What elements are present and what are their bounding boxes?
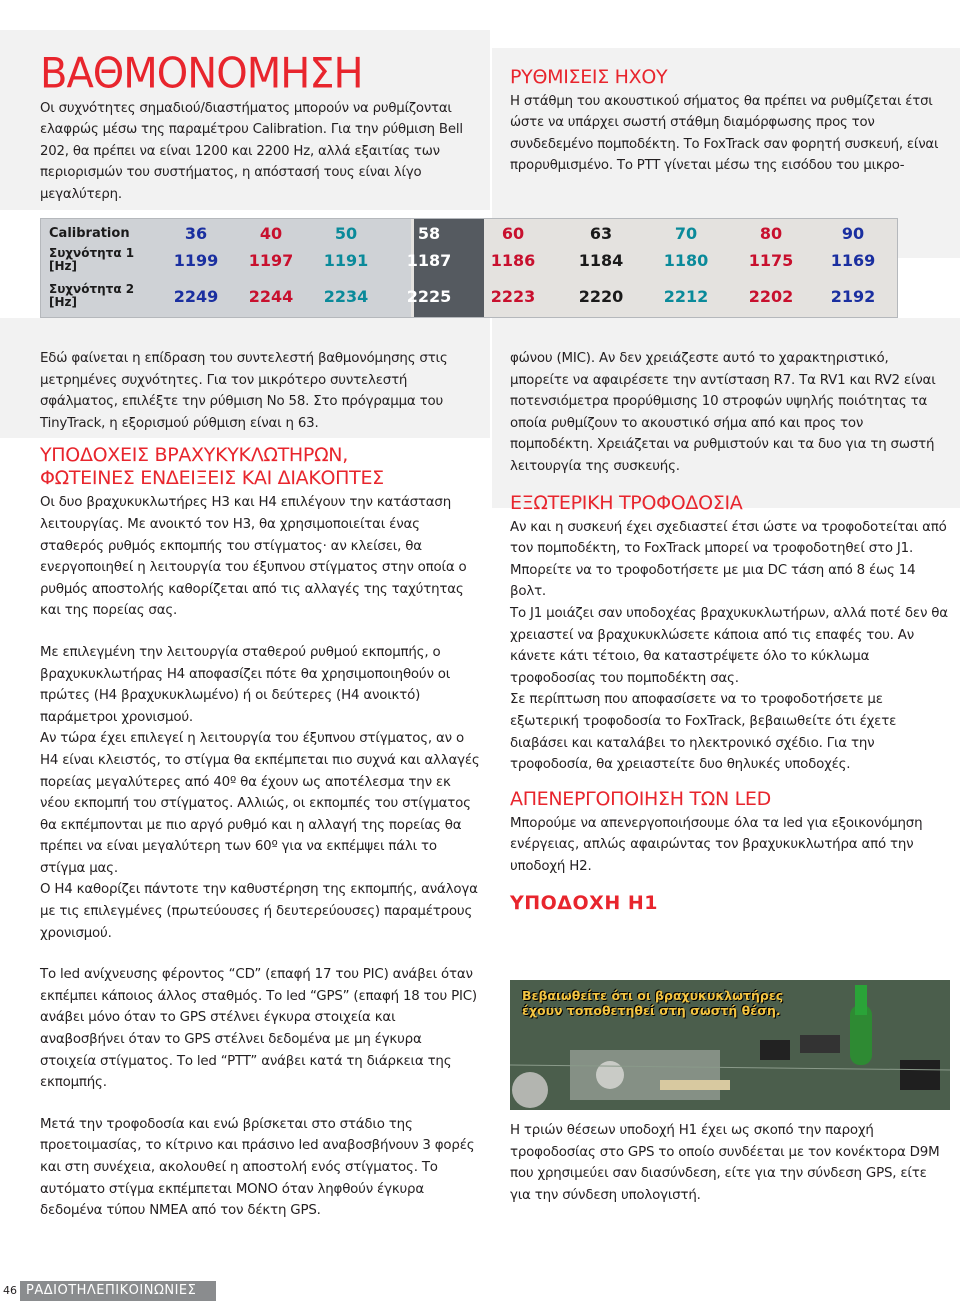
table-cell-freq1: 1197 [248,251,294,270]
table-cell-calibration: 90 [841,224,865,243]
table-cell-calibration: 58 [417,224,441,243]
leds-paragraph: Το led ανίχνευσης φέροντος “CD” (επαφή 17 του PIC) ανάβει όταν εκπέµπει κάποιος άλλος σταθµός. Το led “GPS” (επαφή 18 του PIC) ανάβει µόνο όταν το GPS στέλνει έγκυρα στοιχεία και αναβοσβήνει όταν το GPS στέλνει δεδοµένα µε µη έγκυρα στοιχεία στίγµατος. Το led “PTT” ανάβει κατά τη διάρκεια της εκποµπής. [40,967,477,1091]
table-cell-freq1: 1187 [406,251,452,270]
left-column [40,348,480,1222]
external-power-title: ΕΞΩΤΕΡΙΚΗ ΤΡΟΦΟΔΟΣΙΑ [510,491,743,514]
table-cell-freq2: 2234 [323,287,369,306]
table-explanation: Εδώ φαίνεται η επίδραση του συντελεστή βαθµονόµησης στις µετρηµένες συχνότητες. Για τον µικρότερο συντελεστή σφάλµατος, επιλέξτε την ρύθµιση Νο 58. Στο πρόγραµµα του TinyTrack, η εξορισµού ρύθµιση είναι η 63. [40,351,448,431]
startup-paragraph: Μετά την τροφοδοσία και ενώ βρίσκεται στο στάδιο της προετοιµασίας, το κίτρινο και πράσινο led αναβοσβήνουν 3 φορές και στη συνέχεια, ακολουθεί η αποστολή ενός στίγµατος. Το αυτόµατο στίγµα εκπέµπεται ΜΟΝΟ όταν ληφθούν έγκυρα δεδοµένα τύπου NMEA από τον δέκτη GPS. [40,1116,475,1219]
table-cell-calibration: 80 [759,224,783,243]
sockets-title-line2: ΦΩΤΕΙΝΕΣ ΕΝΔΕΙΞΕΙΣ ΚΑΙ ΔΙΑΚΟΠΤΕΣ [40,467,384,490]
h1-paragraph: Η τριών θέσεων υποδοχή Η1 έχει ως σκοπό την παροχή τροφοδοσίας στο GPS το οποίο συνδέεται µε τον κονέκτορα D9M που χρησιµεύει σαν διασύνδεση, είτε για την σύνδεση GPS, είτε για την σύνδεση υπολογιστή. [510,1123,940,1203]
led-disable-title: ΑΠΕΝΕΡΓΟΠΟΙΗΣΗ ΤΩΝ LED [510,787,771,810]
table-cell-calibration: 50 [334,224,358,243]
table-cell-freq2: 2225 [406,287,452,306]
table-cell-freq2: 2249 [173,287,219,306]
power-paragraph-2: Το J1 µοιάζει σαν υποδοχέας βραχυκυκλωτήρων, αλλά ποτέ δεν θα χρειαστεί να βραχυκυκλώσετε κάποια από τις επαφές του. Αν κάνετε κάτι τέτοιο, θα καταστρέψετε όλο το κύκλωµα τροφοδοσίας του ποµποδέκτη σας. [510,605,948,686]
power-paragraph-1: Αν και η συσκευή έχει σχεδιαστεί έτσι ώστε να τροφοδοτείται από τον ποµποδέκτη, το FoxTrack µπορεί να τροφοδοτηθεί στο J1. Μπορείτε να το τροφοδοτήσετε µε µια DC τάση από 8 έως 14 βολτ. [510,519,947,600]
table-cell-freq1: 1186 [490,251,536,270]
table-cell-freq2: 2223 [490,287,536,306]
led-disable-paragraph: Μπορούµε να απενεργοποιήσουµε όλα τα led για εξοικονόµηση ενέργειας, απλώς αφαιρώντας τον βραχυκυκλωτήρα από την υποδοχή Η2. [510,815,923,874]
circuit-board-photo [510,980,950,1110]
row-label-calibration: Calibration [49,226,130,241]
table-cell-freq2: 2192 [830,287,876,306]
calibration-title: ΒΑΘΜΟΝΟΜΗΣΗ [40,49,363,99]
right-column [510,348,950,915]
table-cell-freq2: 2244 [248,287,294,306]
page-number: 46 [0,1281,20,1301]
page-footer [0,1281,210,1301]
photo-caption: Βεβαιωθείτε ότι οι βραχυκυκλωτήρες έχουν τοποθετηθεί στη σωστή θέση. [522,988,784,1018]
table-cell-freq2: 2212 [663,287,709,306]
audio-title: ΡΥΘΜΙΣΕΙΣ ΗΧΟΥ [510,66,668,88]
mic-paragraph: φώνου (MIC). Αν δεν χρειάζεστε αυτό το χαρακτηριστικό, µπορείτε να αφαιρέσετε την αντίσταση R7. Τα RV1 και RV2 είναι ποτενσιόµετρα προρύθµισης 10 στροφών υψηλής ποιότητας τα οποία ρυθµίζουν το ακουστικό σήµα από και προς τον ποµποδέκτη. Χρειάζεται να ρυθµιστούν και τα δυο για τη σωστή λειτουργία της συσκευής. [510,351,936,474]
h1-socket-title: ΥΠΟΔΟΧΗ Η1 [510,892,658,915]
jumpers-paragraph: Οι δυο βραχυκυκλωτήρες Η3 και Η4 επιλέγουν την κατάσταση λειτουργίας. Με ανοικτό τον Η3, θα χρησιµοποιείται ένας σταθερός ρυθµός εκποµπής του στίγµατος· αν κλείσει, θα ενεργοποιηθεί η λειτουργία του έξυπνου στίγµατος στην οποία ο ρυθµός αποστολής καθορίζεται από τις αλλαγές της ταχύτητας και της πορείας σας. [40,495,467,619]
table-cell-calibration: 60 [501,224,525,243]
table-cell-freq1: 1199 [173,251,219,270]
power-paragraph-3: Σε περίπτωση που αποφασίσετε να το τροφοδοτήσετε µε εξωτερική τροφοδοσία το FoxTrack, βεβαιωθείτε ότι έχετε διαβάσει και καταλάβει το ηλεκτρονικό σχέδιο. Για την τροφοδοσία, θα χρειαστείτε δυο θηλυκές υποδοχές. [510,692,897,773]
table-cell-freq2: 2220 [578,287,624,306]
table-cell-calibration: 70 [674,224,698,243]
table-cell-calibration: 63 [589,224,613,243]
h1-description [510,1120,950,1206]
calibration-table [40,218,898,318]
audio-text: Η στάθµη του ακουστικού σήµατος θα πρέπει να ρυθµίζεται έτσι ώστε να υπάρχει σωστή στάθµη διαµόρφωσης προς τον συνδεδεµένο ποµποδέκτη. Το FoxTrack σαν φορητή συσκευή, είναι προρυθµισµένο. Το PTT γίνεται µέσω της εισόδου του µικρο- [510,94,939,174]
row-label-freq1: Συχνότητα 1 [Hz] [49,246,135,273]
table-cell-calibration: 36 [184,224,208,243]
h4-delay-paragraph: Ο Η4 καθορίζει πάντοτε την καθυστέρηση της εκποµπής, ανάλογα µε τις επιλεγµένες (πρωτεύουσες ή δευτερεύουσες) παραµέτρους χρονισµού. [40,882,478,941]
table-cell-freq1: 1169 [830,251,876,270]
fixed-rate-paragraph: Με επιλεγµένη την λειτουργία σταθερού ρυθµού εκποµπής, ο βραχυκυκλωτήρας Η4 αποφασίζει πότε θα χρησιµοποιηθούν οι πρώτες (Η4 βραχυκυκλωµένο) ή οι δεύτερες (Η4 ανοικτό) παράµετροι χρονισµού. [40,644,451,725]
row-label-freq2: Συχνότητα 2 [Hz] [49,282,135,309]
calibration-text: Οι συχνότητες σηµαδιού/διαστήµατος µπορούν να ρυθµίζονται ελαφρώς µέσω της παραµέτρου Calibration. Για την ρύθµιση Bell 202, θα πρέπει να είναι 1200 και 2200 Hz, αλλά εξαιτίας των περιορισµών του συστήµατος, η απόστασή τους είναι λίγο µεγαλύτερη. [40,101,463,202]
table-cell-calibration: 40 [259,224,283,243]
sockets-title-line1: ΥΠΟΔΟΧΕΙΣ ΒΡΑΧΥΚΥΚΛΩΤΗΡΩΝ, [40,444,348,467]
table-cell-freq1: 1175 [748,251,794,270]
table-cell-freq1: 1180 [663,251,709,270]
magazine-name: ΡΑΔΙΟΤΗΛΕΠΙΚΟΙΝΩΝΙΕΣ [20,1281,216,1301]
table-cell-freq2: 2202 [748,287,794,306]
calibration-box [0,30,490,210]
table-cell-freq1: 1191 [323,251,369,270]
smart-beacon-paragraph: Αν τώρα έχει επιλεγεί η λειτουργία του έξυπνου στίγµατος, αν ο Η4 είναι κλειστός, το στίγµα θα εκπέµπεται πιο συχνά και αλλαγές πορείας µεγαλύτερες από 40º θα έχουν ως αποτέλεσµα την εκ νέου εκποµπή του στίγµατος. Αλλιώς, οι εκποµπές του στίγµατος θα εκπέµπονται µε πιο αργό ρυθµό και η αλλαγή της πορείας θα πρέπει να είναι µεγαλύτερη των 60º για να εκπέµψει πάλι το στίγµα µας. [40,731,480,876]
table-cell-freq1: 1184 [578,251,624,270]
